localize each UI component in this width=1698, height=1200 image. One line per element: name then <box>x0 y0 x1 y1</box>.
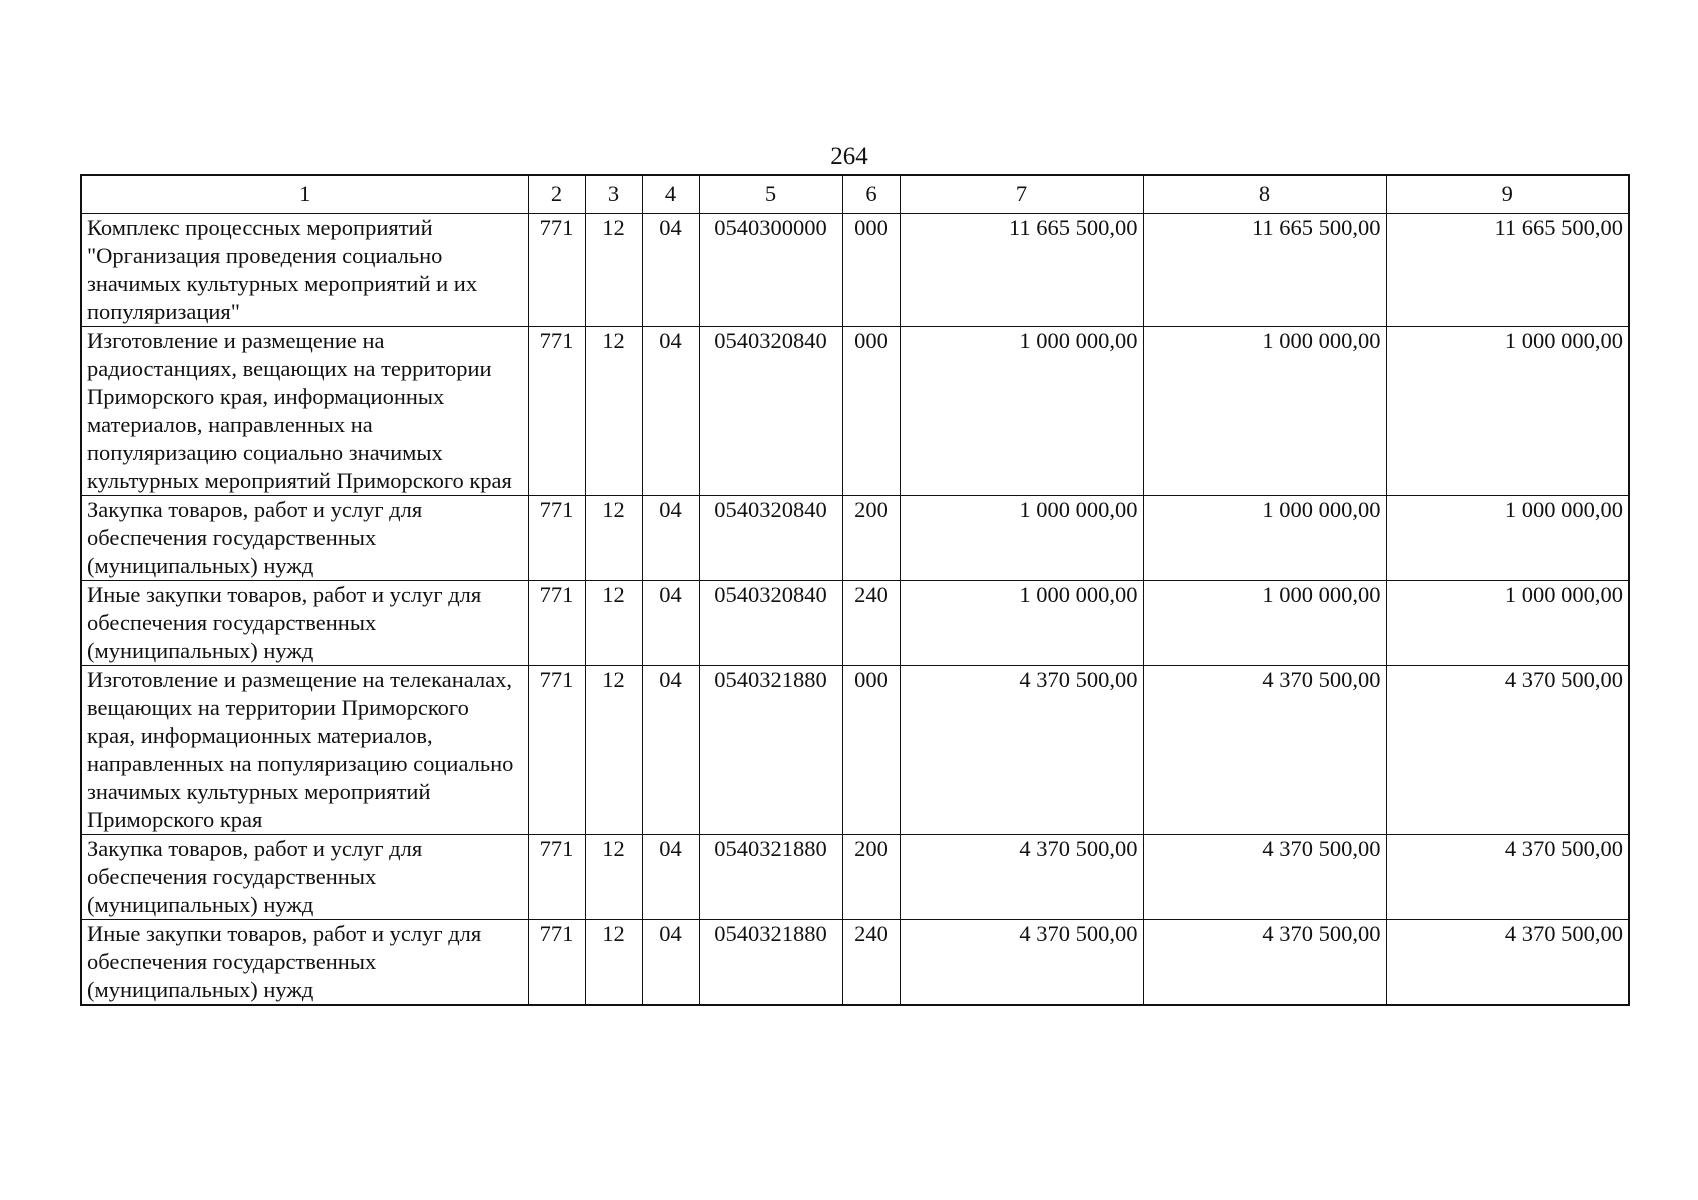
budget-table <box>80 174 1630 1006</box>
code-c2: 771 <box>528 326 585 495</box>
row-name: Иные закупки товаров, работ и услуг для обеспечения государственных (муниципальных) нужд <box>81 919 528 1005</box>
code-c3: 12 <box>585 834 642 919</box>
col-header-7: 7 <box>900 175 1143 213</box>
amount-c9: 4 370 500,00 <box>1386 834 1629 919</box>
code-c2: 771 <box>528 919 585 1005</box>
code-c4: 04 <box>642 213 699 326</box>
code-c4: 04 <box>642 919 699 1005</box>
code-c3: 12 <box>585 665 642 834</box>
amount-c7: 1 000 000,00 <box>900 495 1143 580</box>
amount-c8: 1 000 000,00 <box>1143 580 1386 665</box>
col-header-4: 4 <box>642 175 699 213</box>
amount-c9: 1 000 000,00 <box>1386 495 1629 580</box>
row-name: Изготовление и размещение на телеканалах, вещающих на территории Приморского края, информационных материалов, направленных на популяризацию социально значимых культурных мероприятий Приморского края <box>81 665 528 834</box>
table-row <box>81 213 1629 326</box>
amount-c8: 4 370 500,00 <box>1143 919 1386 1005</box>
table-row <box>81 580 1629 665</box>
table-row <box>81 919 1629 1005</box>
header-row <box>81 175 1629 213</box>
amount-c7: 1 000 000,00 <box>900 580 1143 665</box>
code-c2: 771 <box>528 665 585 834</box>
amount-c7: 11 665 500,00 <box>900 213 1143 326</box>
code-c3: 12 <box>585 495 642 580</box>
amount-c9: 4 370 500,00 <box>1386 919 1629 1005</box>
col-header-3: 3 <box>585 175 642 213</box>
amount-c7: 4 370 500,00 <box>900 834 1143 919</box>
amount-c9: 1 000 000,00 <box>1386 326 1629 495</box>
col-header-2: 2 <box>528 175 585 213</box>
amount-c8: 4 370 500,00 <box>1143 834 1386 919</box>
col-header-9: 9 <box>1386 175 1629 213</box>
code-c5: 0540321880 <box>699 919 842 1005</box>
row-name: Комплекс процессных мероприятий "Организация проведения социально значимых культурных мероприятий и их популяризация" <box>81 213 528 326</box>
col-header-6: 6 <box>842 175 900 213</box>
row-name: Иные закупки товаров, работ и услуг для обеспечения государственных (муниципальных) нужд <box>81 580 528 665</box>
amount-c7: 4 370 500,00 <box>900 665 1143 834</box>
code-c3: 12 <box>585 326 642 495</box>
code-c3: 12 <box>585 919 642 1005</box>
code-c3: 12 <box>585 213 642 326</box>
code-c4: 04 <box>642 326 699 495</box>
table-row <box>81 495 1629 580</box>
code-c2: 771 <box>528 213 585 326</box>
table-row <box>81 326 1629 495</box>
col-header-8: 8 <box>1143 175 1386 213</box>
table-row <box>81 665 1629 834</box>
code-c4: 04 <box>642 834 699 919</box>
code-c5: 0540321880 <box>699 665 842 834</box>
amount-c8: 1 000 000,00 <box>1143 495 1386 580</box>
code-c5: 0540300000 <box>699 213 842 326</box>
code-c4: 04 <box>642 665 699 834</box>
code-c3: 12 <box>585 580 642 665</box>
code-c6: 000 <box>842 326 900 495</box>
code-c5: 0540320840 <box>699 495 842 580</box>
amount-c7: 1 000 000,00 <box>900 326 1143 495</box>
row-name: Закупка товаров, работ и услуг для обеспечения государственных (муниципальных) нужд <box>81 834 528 919</box>
amount-c8: 4 370 500,00 <box>1143 665 1386 834</box>
amount-c8: 1 000 000,00 <box>1143 326 1386 495</box>
code-c5: 0540320840 <box>699 580 842 665</box>
col-header-5: 5 <box>699 175 842 213</box>
code-c6: 000 <box>842 213 900 326</box>
code-c6: 000 <box>842 665 900 834</box>
code-c2: 771 <box>528 834 585 919</box>
amount-c9: 4 370 500,00 <box>1386 665 1629 834</box>
amount-c8: 11 665 500,00 <box>1143 213 1386 326</box>
code-c6: 240 <box>842 919 900 1005</box>
amount-c9: 11 665 500,00 <box>1386 213 1629 326</box>
code-c4: 04 <box>642 495 699 580</box>
amount-c7: 4 370 500,00 <box>900 919 1143 1005</box>
amount-c9: 1 000 000,00 <box>1386 580 1629 665</box>
row-name: Закупка товаров, работ и услуг для обеспечения государственных (муниципальных) нужд <box>81 495 528 580</box>
page-number: 264 <box>830 143 868 170</box>
code-c5: 0540321880 <box>699 834 842 919</box>
code-c2: 771 <box>528 495 585 580</box>
col-header-1: 1 <box>81 175 528 213</box>
code-c5: 0540320840 <box>699 326 842 495</box>
row-name: Изготовление и размещение на радиостанциях, вещающих на территории Приморского края, информационных материалов, направленных на популяризацию социально значимых культурных мероприятий Приморского края <box>81 326 528 495</box>
table-row <box>81 834 1629 919</box>
code-c6: 200 <box>842 834 900 919</box>
code-c2: 771 <box>528 580 585 665</box>
code-c4: 04 <box>642 580 699 665</box>
code-c6: 240 <box>842 580 900 665</box>
code-c6: 200 <box>842 495 900 580</box>
